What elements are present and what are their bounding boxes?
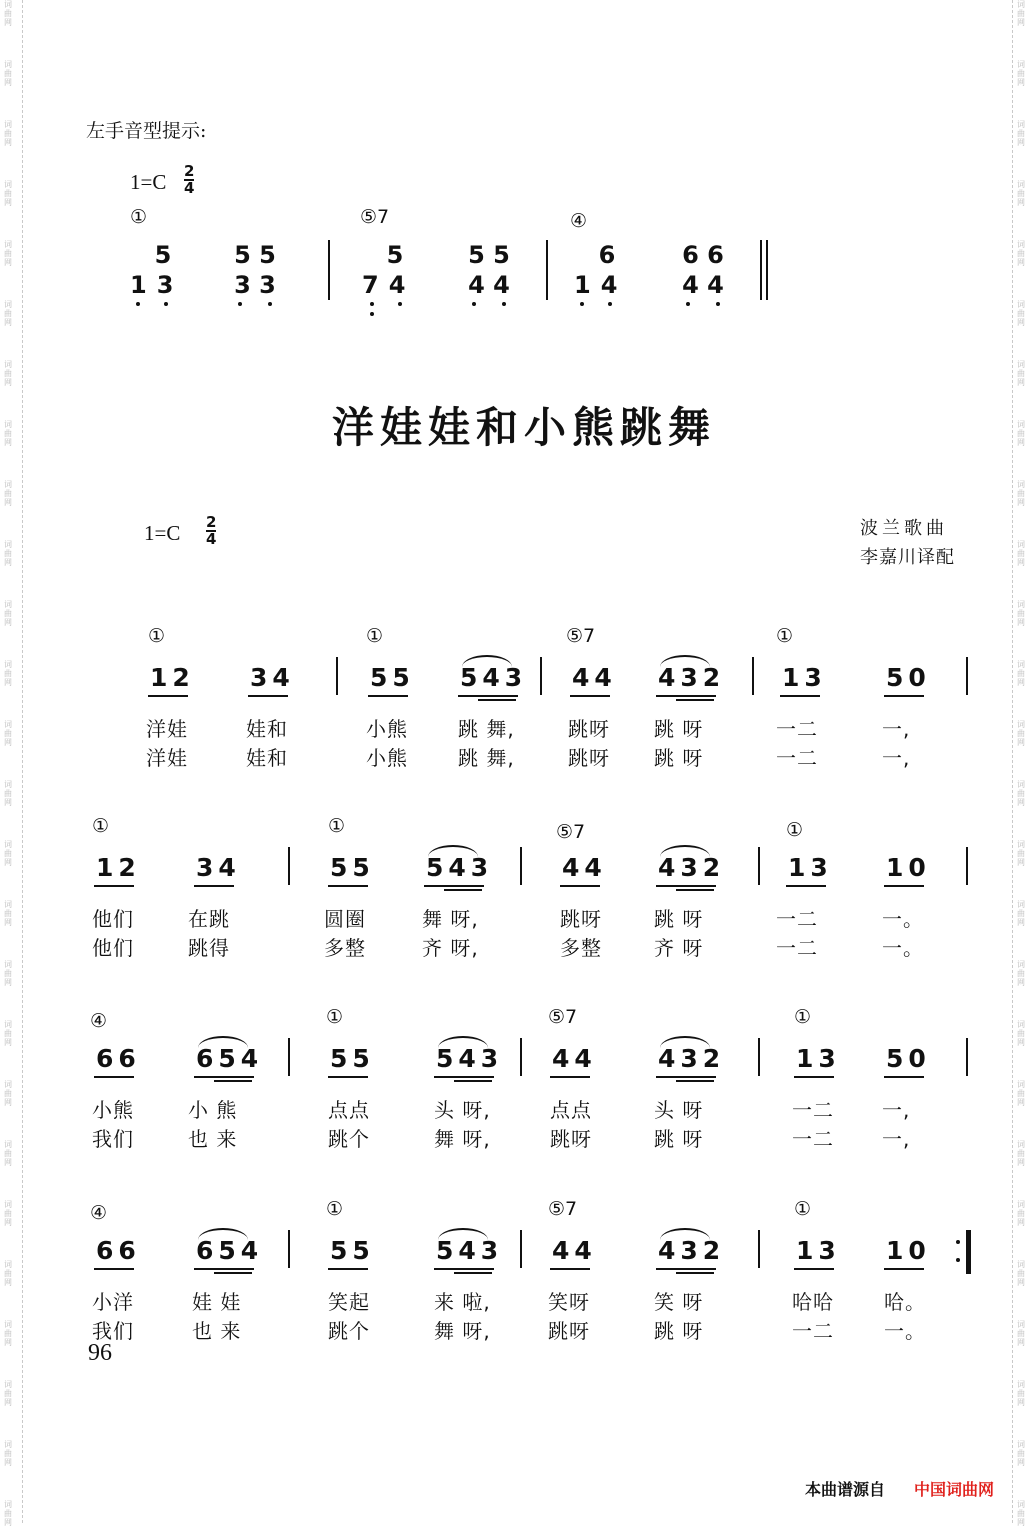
chord-marker: ⑤7: [548, 1006, 578, 1028]
lyric-verse-2: 一二: [776, 746, 818, 770]
eighth-underline: [194, 1268, 254, 1270]
octave-dot: [268, 302, 272, 306]
watermark-text: 词 曲 网: [4, 900, 12, 927]
lyric-verse-1: 跳 舞,: [458, 717, 515, 741]
bar-line: [336, 657, 338, 695]
song-title: 洋娃娃和小熊跳舞: [332, 403, 717, 452]
watermark-text: 词 曲 网: [4, 600, 12, 627]
note-group: 66: [96, 1236, 141, 1265]
chord-marker: ①: [366, 625, 384, 647]
eighth-underline: [434, 1076, 494, 1078]
lyric-verse-1: 小 熊: [188, 1098, 238, 1122]
octave-dot: [164, 302, 168, 306]
lyric-verse-1: 一二: [776, 717, 818, 741]
watermark-text: 词 曲 网: [4, 180, 12, 207]
watermark-text: 词 曲 网: [1017, 300, 1025, 327]
note-group: 13: [796, 1236, 841, 1265]
lyric-verse-2: 跳 呀: [654, 1127, 704, 1151]
note-group: 432: [658, 1236, 726, 1265]
lyric-verse-1: 笑 呀: [654, 1290, 704, 1314]
lyric-verse-2: 小熊: [366, 746, 408, 770]
lyric-verse-2: 我们: [92, 1127, 134, 1151]
watermark-text: 词 曲 网: [1017, 1320, 1025, 1347]
sixteenth-underline: [214, 1080, 252, 1082]
slur-arc: [462, 655, 512, 667]
note-group: 55: [330, 1044, 375, 1073]
eighth-underline: [884, 885, 924, 887]
note-group: 432: [658, 663, 726, 692]
lyric-verse-2: 娃和: [246, 746, 288, 770]
note-group: 50: [886, 1044, 931, 1073]
eighth-underline: [550, 1076, 590, 1078]
lyric-verse-1: 跳呀: [568, 717, 610, 741]
lyric-verse-1: 一二: [776, 907, 818, 931]
lyric-verse-2: 一。: [884, 1319, 926, 1343]
watermark-text: 词 曲 网: [4, 1320, 12, 1347]
hint-key: 1=C: [130, 170, 167, 194]
eighth-underline: [884, 1268, 924, 1270]
octave-dot: [608, 302, 612, 306]
watermark-text: 词 曲 网: [4, 0, 12, 27]
lyric-verse-1: 一二: [792, 1098, 834, 1122]
eighth-underline: [424, 885, 484, 887]
watermark-text: 词 曲 网: [1017, 420, 1025, 447]
eighth-underline: [780, 695, 820, 697]
footer-site-link[interactable]: 中国词曲网: [914, 1480, 995, 1499]
chord-marker: ⑤7: [556, 821, 586, 843]
hint-chord-3: ④: [570, 210, 588, 232]
watermark-text: 词 曲 网: [4, 1440, 12, 1467]
eighth-underline: [368, 695, 408, 697]
lyric-verse-2: 他们: [92, 936, 134, 960]
watermark-text: 词 曲 网: [4, 720, 12, 747]
lyric-verse-2: 一二: [792, 1319, 834, 1343]
bar-line: [520, 1038, 522, 1076]
watermark-text: 词 曲 网: [4, 1020, 12, 1047]
lyric-verse-1: 点点: [328, 1098, 370, 1122]
eighth-underline: [570, 695, 610, 697]
watermark-text: 词 曲 网: [4, 1380, 12, 1407]
lyric-verse-1: 跳呀: [560, 907, 602, 931]
lyric-verse-2: 一二: [776, 936, 818, 960]
watermark-text: 词 曲 网: [1017, 1440, 1025, 1467]
slur-arc: [428, 845, 478, 857]
lyric-verse-2: 也 来: [188, 1127, 238, 1151]
bar-line: [546, 240, 548, 300]
lyric-verse-1: 圆圈: [324, 907, 366, 931]
hint-chord-2: ⑤7: [360, 206, 390, 228]
composer-credit: 波兰歌曲: [860, 518, 948, 539]
lyric-verse-2: 跳 舞,: [458, 746, 515, 770]
eighth-underline: [94, 1268, 134, 1270]
final-bar-line: [766, 240, 768, 300]
sixteenth-underline: [676, 1272, 714, 1274]
octave-dot: [238, 302, 242, 306]
bar-line: [758, 1230, 760, 1268]
lyric-verse-1: 头 呀,: [434, 1098, 491, 1122]
lyric-verse-1: 哈哈: [792, 1290, 834, 1314]
sixteenth-underline: [454, 1272, 492, 1274]
lyric-verse-1: 小熊: [366, 717, 408, 741]
eighth-underline: [94, 885, 134, 887]
note-group: 543: [436, 1236, 504, 1265]
sixteenth-underline: [454, 1080, 492, 1082]
watermark-text: 词 曲 网: [1017, 1500, 1025, 1527]
lyric-verse-1: 小熊: [92, 1098, 134, 1122]
bar-line: [758, 847, 760, 885]
lyric-verse-2: 跳呀: [548, 1319, 590, 1343]
note-group: 55: [330, 853, 375, 882]
hint-time-signature: 2 4: [184, 162, 195, 197]
right-watermark-strip: [1012, 0, 1035, 1527]
watermark-text: 词 曲 网: [1017, 720, 1025, 747]
bar-line: [288, 1038, 290, 1076]
watermark-text: 词 曲 网: [4, 360, 12, 387]
octave-dot: [136, 302, 140, 306]
lyric-verse-2: 跳 呀: [654, 1319, 704, 1343]
watermark-text: 词 曲 网: [1017, 180, 1025, 207]
bar-line: [520, 1230, 522, 1268]
eighth-underline: [656, 1076, 716, 1078]
hint-note-stack: 5 74: [362, 241, 416, 299]
lyric-verse-1: 洋娃: [146, 717, 188, 741]
bar-line: [520, 847, 522, 885]
note-group: 654: [196, 1236, 264, 1265]
bar-line: [966, 847, 968, 885]
slur-arc: [660, 1036, 710, 1048]
lyric-verse-2: 跳呀: [568, 746, 610, 770]
slur-arc: [198, 1228, 248, 1240]
bar-line: [966, 657, 968, 695]
hint-label: 左手音型提示:: [86, 120, 207, 142]
lyric-verse-1: 舞 呀,: [422, 907, 479, 931]
watermark-text: 词 曲 网: [4, 1200, 12, 1227]
bar-line: [288, 1230, 290, 1268]
note-group: 44: [552, 1236, 597, 1265]
octave-dot: [370, 302, 374, 306]
note-group: 432: [658, 1044, 726, 1073]
eighth-underline: [794, 1076, 834, 1078]
note-group: 12: [150, 663, 195, 692]
eighth-underline: [148, 695, 188, 697]
chord-marker: ①: [794, 1006, 812, 1028]
watermark-text: 词 曲 网: [4, 240, 12, 267]
lyric-verse-2: 齐 呀: [654, 936, 704, 960]
chord-marker: ①: [776, 625, 794, 647]
chord-marker: ⑤7: [548, 1198, 578, 1220]
lyric-verse-1: 笑呀: [548, 1290, 590, 1314]
watermark-text: 词 曲 网: [4, 960, 12, 987]
note-group: 432: [658, 853, 726, 882]
arranger-credit: 李嘉川译配: [860, 547, 955, 568]
watermark-text: 词 曲 网: [4, 300, 12, 327]
hint-note-stack: 5 5 4 4: [468, 241, 510, 299]
watermark-text: 词 曲 网: [1017, 1200, 1025, 1227]
note-group: 13: [788, 853, 833, 882]
watermark-text: 词 曲 网: [1017, 60, 1025, 87]
lyric-verse-2: 一,: [882, 1127, 911, 1151]
chord-marker: ①: [148, 625, 166, 647]
lyric-verse-1: 一。: [882, 907, 924, 931]
note-group: 34: [196, 853, 241, 882]
eighth-underline: [248, 695, 288, 697]
lyric-verse-2: 舞 呀,: [434, 1127, 491, 1151]
hint-note-stack: 5 13: [130, 241, 184, 299]
eighth-underline: [884, 1076, 924, 1078]
lyric-verse-1: 他们: [92, 907, 134, 931]
watermark-text: 词 曲 网: [4, 1260, 12, 1287]
left-watermark-strip: [0, 0, 23, 1527]
footer-source-label: 本曲谱源自: [805, 1480, 886, 1499]
slur-arc: [660, 1228, 710, 1240]
lyric-verse-1: 跳 呀: [654, 907, 704, 931]
note-group: 50: [886, 663, 931, 692]
watermark-text: 词 曲 网: [1017, 1140, 1025, 1167]
note-group: 66: [96, 1044, 141, 1073]
watermark-text: 词 曲 网: [4, 540, 12, 567]
lyric-verse-2: 跳个: [328, 1127, 370, 1151]
note-group: 10: [886, 853, 931, 882]
lyric-verse-1: 笑起: [328, 1290, 370, 1314]
watermark-text: 词 曲 网: [4, 840, 12, 867]
watermark-text: 词 曲 网: [1017, 960, 1025, 987]
chord-marker: ④: [90, 1202, 108, 1224]
lyric-verse-2: 也 来: [192, 1319, 242, 1343]
lyric-verse-1: 头 呀: [654, 1098, 704, 1122]
lyric-verse-1: 在跳: [188, 907, 230, 931]
note-group: 55: [370, 663, 415, 692]
eighth-underline: [434, 1268, 494, 1270]
watermark-text: 词 曲 网: [1017, 1260, 1025, 1287]
watermark-text: 词 曲 网: [4, 480, 12, 507]
lyric-verse-2: 一二: [792, 1127, 834, 1151]
note-group: 654: [196, 1044, 264, 1073]
watermark-text: 词 曲 网: [1017, 1380, 1025, 1407]
eighth-underline: [560, 885, 600, 887]
hint-note-stack: 6 6 4 4: [682, 241, 724, 299]
eighth-underline: [194, 885, 234, 887]
lyric-verse-2: 齐 呀,: [422, 936, 479, 960]
watermark-text: 词 曲 网: [1017, 840, 1025, 867]
note-group: 44: [562, 853, 607, 882]
bar-line: [966, 1038, 968, 1076]
watermark-text: 词 曲 网: [4, 1140, 12, 1167]
chord-marker: ①: [786, 819, 804, 841]
watermark-text: 词 曲 网: [1017, 900, 1025, 927]
lyric-verse-1: 娃和: [246, 717, 288, 741]
lyric-verse-2: 跳个: [328, 1319, 370, 1343]
eighth-underline: [656, 695, 716, 697]
watermark-text: 词 曲 网: [4, 120, 12, 147]
octave-dot: [472, 302, 476, 306]
chord-marker: ④: [90, 1010, 108, 1032]
repeat-dot: [956, 1240, 960, 1244]
note-group: 13: [782, 663, 827, 692]
eighth-underline: [194, 1076, 254, 1078]
sixteenth-underline: [214, 1272, 252, 1274]
watermark-text: 词 曲 网: [4, 60, 12, 87]
slur-arc: [438, 1036, 488, 1048]
watermark-text: 词 曲 网: [1017, 0, 1025, 27]
hint-note-stack: 6 14: [574, 241, 628, 299]
octave-dot: [502, 302, 506, 306]
eighth-underline: [458, 695, 518, 697]
chord-marker: ①: [326, 1198, 344, 1220]
note-group: 55: [330, 1236, 375, 1265]
sixteenth-underline: [444, 889, 482, 891]
watermark-text: 词 曲 网: [4, 1080, 12, 1107]
note-group: 13: [796, 1044, 841, 1073]
lyric-verse-2: 跳 呀: [654, 746, 704, 770]
slur-arc: [660, 845, 710, 857]
lyric-verse-2: 一,: [882, 746, 911, 770]
octave-dot: [716, 302, 720, 306]
repeat-end-thick-bar: [966, 1230, 971, 1274]
eighth-underline: [328, 1268, 368, 1270]
bar-line: [288, 847, 290, 885]
watermark-text: 词 曲 网: [1017, 660, 1025, 687]
bar-line: [752, 657, 754, 695]
note-group: 44: [572, 663, 617, 692]
sixteenth-underline: [676, 889, 714, 891]
chord-marker: ①: [794, 1198, 812, 1220]
watermark-text: 词 曲 网: [1017, 1020, 1025, 1047]
watermark-text: 词 曲 网: [4, 420, 12, 447]
chord-marker: ①: [328, 815, 346, 837]
lyric-verse-1: 点点: [550, 1098, 592, 1122]
eighth-underline: [884, 695, 924, 697]
octave-dot: [398, 302, 402, 306]
octave-dot: [686, 302, 690, 306]
slur-arc: [198, 1036, 248, 1048]
eighth-underline: [328, 885, 368, 887]
watermark-text: 词 曲 网: [4, 660, 12, 687]
watermark-text: 词 曲 网: [1017, 480, 1025, 507]
chord-marker: ①: [92, 815, 110, 837]
lyric-verse-2: 一。: [882, 936, 924, 960]
slur-arc: [660, 655, 710, 667]
note-group: 10: [886, 1236, 931, 1265]
eighth-underline: [786, 885, 826, 887]
octave-dot: [580, 302, 584, 306]
eighth-underline: [656, 1268, 716, 1270]
hint-chord-1: ①: [130, 206, 148, 228]
watermark-text: 词 曲 网: [1017, 120, 1025, 147]
eighth-underline: [328, 1076, 368, 1078]
lyric-verse-2: 跳呀: [550, 1127, 592, 1151]
lyric-verse-2: 舞 呀,: [434, 1319, 491, 1343]
note-group: 34: [250, 663, 295, 692]
song-key: 1=C: [144, 521, 181, 545]
chord-marker: ⑤7: [566, 625, 596, 647]
lyric-verse-1: 一,: [882, 1098, 911, 1122]
bar-line: [328, 240, 330, 300]
lyric-verse-1: 小洋: [92, 1290, 134, 1314]
lyric-verse-2: 跳得: [188, 936, 230, 960]
lyric-verse-1: 哈。: [884, 1290, 926, 1314]
eighth-underline: [94, 1076, 134, 1078]
sixteenth-underline: [478, 699, 516, 701]
slur-arc: [438, 1228, 488, 1240]
watermark-text: 词 曲 网: [1017, 600, 1025, 627]
lyric-verse-2: 洋娃: [146, 746, 188, 770]
sixteenth-underline: [676, 1080, 714, 1082]
note-group: 543: [426, 853, 494, 882]
chord-marker: ①: [326, 1006, 344, 1028]
watermark-text: 词 曲 网: [1017, 360, 1025, 387]
watermark-text: 词 曲 网: [1017, 780, 1025, 807]
note-group: 543: [460, 663, 528, 692]
note-group: 44: [552, 1044, 597, 1073]
sixteenth-underline: [676, 699, 714, 701]
bar-line: [758, 1038, 760, 1076]
final-bar-line: [760, 240, 762, 300]
song-time-signature: 2 4: [206, 513, 217, 548]
watermark-text: 词 曲 网: [1017, 540, 1025, 567]
note-group: 12: [96, 853, 141, 882]
watermark-text: 词 曲 网: [1017, 240, 1025, 267]
bar-line: [540, 657, 542, 695]
lyric-verse-1: 一,: [882, 717, 911, 741]
lyric-verse-2: 多整: [324, 936, 366, 960]
page-number: 96: [88, 1340, 112, 1366]
lyric-verse-1: 来 啦,: [434, 1290, 491, 1314]
watermark-text: 词 曲 网: [1017, 1080, 1025, 1107]
eighth-underline: [550, 1268, 590, 1270]
eighth-underline: [656, 885, 716, 887]
watermark-text: 词 曲 网: [4, 780, 12, 807]
hint-note-stack: 5 5 3 3: [234, 241, 276, 299]
lyric-verse-2: 我们: [92, 1319, 134, 1343]
octave-dot: [370, 312, 374, 316]
lyric-verse-2: 多整: [560, 936, 602, 960]
repeat-dot: [956, 1258, 960, 1262]
lyric-verse-1: 跳 呀: [654, 717, 704, 741]
eighth-underline: [794, 1268, 834, 1270]
lyric-verse-1: 娃 娃: [192, 1290, 242, 1314]
note-group: 543: [436, 1044, 504, 1073]
watermark-text: 词 曲 网: [4, 1500, 12, 1527]
